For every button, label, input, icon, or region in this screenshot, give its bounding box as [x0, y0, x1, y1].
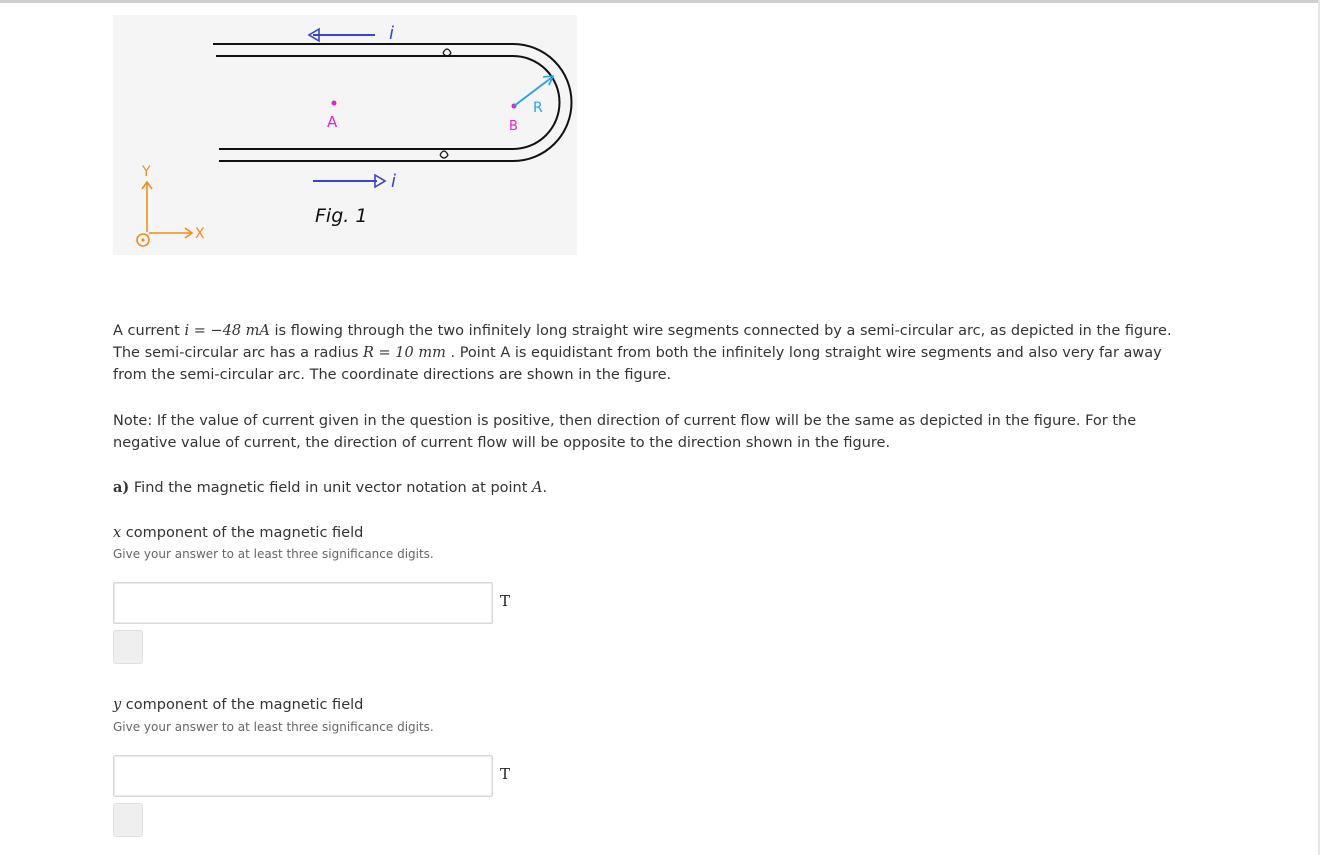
note-text: Note: If the value of current given in the question is positive, then direction of current flow will be the same as depicted in the figure. For the negative value of current, the direction of current flow will be opposite to the direction shown in the figure. — [113, 413, 1137, 451]
y-component-hint: Give your answer to at least three significance digits. — [113, 720, 434, 734]
x-unit-label: T — [500, 592, 511, 610]
y-var: y — [113, 697, 122, 713]
figure-panel — [113, 15, 577, 255]
bottom-wire-mark — [440, 151, 448, 158]
part-a-point: A — [532, 480, 543, 496]
x-component-label — [113, 525, 363, 541]
x-var: x — [113, 525, 122, 541]
wire-diagram — [113, 15, 577, 255]
point-a-label: A — [327, 113, 338, 131]
part-a-end: . — [542, 480, 548, 496]
top-current-label: i — [389, 23, 395, 44]
current-equation: i = −48 mA — [184, 323, 270, 339]
point-a-dot — [332, 101, 337, 106]
problem-statement — [113, 320, 1198, 386]
point-b-label: B — [509, 119, 518, 134]
problem-text-1: A current — [113, 323, 185, 339]
top-wire-mark — [443, 49, 451, 56]
radius-label: R — [533, 100, 543, 116]
y-check-button[interactable] — [113, 803, 143, 837]
x-check-button[interactable] — [113, 630, 143, 664]
x-label-text: component of the magnetic field — [121, 525, 364, 541]
y-label-text: component of the magnetic field — [121, 697, 364, 713]
y-component-input[interactable] — [113, 755, 493, 797]
axis-x-label: X — [195, 226, 205, 242]
top-border — [0, 0, 1320, 3]
y-unit-label: T — [500, 765, 511, 783]
bottom-current-label: i — [391, 171, 397, 192]
y-component-label — [113, 697, 363, 713]
part-a-text: Find the magnetic field in unit vector notation at point — [129, 480, 533, 496]
radius-equation: R = 10 mm — [363, 345, 446, 361]
x-component-hint: Give your answer to at least three significance digits. — [113, 547, 434, 561]
problem-text-3: . Point A is equidistant from both the infinitely long straight wire segments and also very far away from the semi-circular arc. The coordinate directions are shown in the figure. — [113, 345, 1162, 383]
part-a-prompt — [113, 477, 1198, 499]
part-a-label: a) — [113, 479, 130, 496]
problem-text-2: is flowing through the two infinitely long straight wire segments connected by a semi-circular arc, as depicted in the figure. The semi-circular arc has a radius — [113, 323, 1172, 361]
axis-y-label: Y — [142, 164, 151, 180]
x-component-input[interactable] — [113, 582, 493, 624]
axis-z-dot — [141, 238, 144, 241]
figure-caption: Fig. 1 — [315, 205, 368, 227]
